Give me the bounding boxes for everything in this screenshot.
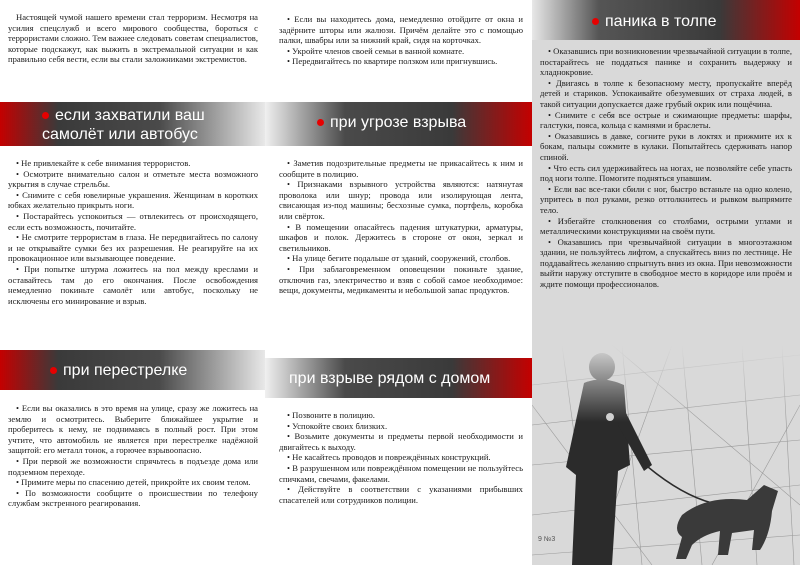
list-item: • Снимите с себя все острые и сжимающие предметы: шарфы, галстуки, пояса, кольца с камнями и браслеты. — [540, 110, 792, 131]
list-item: • Если вы оказались в это время на улице, сразу же ложитесь на землю и осмотритесь. Выберите ближайшее укрытие и проберитесь к нему, не поднимаясь в полный рост. При этом учтите, что автомобиль не является при перестрелке надёжной защитой: его металл тонок, а горючее взрывоопасно. — [8, 403, 258, 456]
list-item: • В разрушенном или повреждённом помещении не пользуйтесь спичками, свечами, факелами. — [279, 463, 523, 484]
list-item: • Что есть сил удерживайтесь на ногах, не позволяйте себе упасть под ноги толпе. Помогите подняться упавшим. — [540, 163, 792, 184]
shootout-list — [8, 403, 258, 509]
explosion-near-title-band — [265, 358, 532, 398]
list-item: • Признаками взрывного устройства являются: натянутая проволока или шнур; провода или изолирующая лента, свисающая из-под машины; бесхозные сумка, портфель, коробка или свёрток. — [279, 179, 523, 221]
column-left — [0, 0, 265, 565]
shootout-title-band — [0, 350, 265, 390]
list-item: • Оказавшись при чрезвычайной ситуации в многоэтажном здании, не пользуйтесь лифтом, а спускайтесь вниз по лестнице. Не поддавайтесь желанию спрыгнуть вниз из окна. При невозможности выйти наружу отступите в свободное место в коридоре или проём и ждите помощи профессионалов. — [540, 237, 792, 290]
intro-paragraph: Настоящей чумой нашего времени стал терроризм. Несмотря на усилия спецслужб и всего мирового сообщества, бороться с террористами сложно. Тем важнее следовать советам специалистов, которые подскажут, как выжить в экстремальной ситуации и как правильно себя вести, если вы стали заложниками экстремистов. — [8, 12, 258, 65]
red-dot-icon — [42, 112, 49, 119]
column-right — [532, 0, 800, 565]
list-item: • Постарайтесь успокоиться — отвлекитесь от происходящего, если есть возможность, почитайте. — [8, 211, 258, 232]
police-dog-illustration — [532, 345, 800, 565]
list-item: • Оказавшись при возникновении чрезвычайной ситуации в толпе, постарайтесь не поддаться панике и сохранить выдержку и хладнокровие. — [540, 46, 792, 78]
list-item: • При попытке штурма ложитесь на пол между креслами и оставайтесь там до его окончания. После освобождения немедленно покиньте самолёт или автобус, поскольку не исключены его минирование и взрыв. — [8, 264, 258, 306]
explosion-threat-title-band — [265, 102, 532, 146]
list-item: • Укройте членов своей семьи в ванной комнате. — [279, 46, 523, 57]
list-item: • Передвигайтесь по квартире ползком или пригнувшись. — [279, 56, 523, 67]
list-item: • Возьмите документы и предметы первой необходимости и двигайтесь к выходу. — [279, 431, 523, 452]
list-item: • Двигаясь в толпе к безопасному месту, пропускайте вперёд детей и стариков. Успокаивайте обезумевших от страха людей, в такой ситуации допускается даже грубый окрик или пощёчина. — [540, 78, 792, 110]
hijack-title-line-2: самолёт или автобус — [42, 126, 198, 143]
panic-title: паника в толпе — [605, 13, 717, 30]
list-item: • Осмотрите внимательно салон и отметьте места возможного укрытия в случае стрельбы. — [8, 169, 258, 190]
list-item: • По возможности сообщите о происшествии по телефону службам экстренного реагирования. — [8, 488, 258, 509]
hijack-list — [8, 158, 258, 306]
panic-list — [540, 46, 792, 290]
explosion-threat-list — [279, 158, 523, 296]
list-item: • Не смотрите террористам в глаза. Не передвигайтесь по салону и не открывайте сумки без их разрешения. Не реагируйте на их провокационное или вызывающее поведение. — [8, 232, 258, 264]
list-item: • Избегайте столкновения со столбами, острыми углами и металлическими конструкциями на своём пути. — [540, 216, 792, 237]
list-item: • Успокойте своих близких. — [279, 421, 523, 432]
list-item: • Действуйте в соответствии с указаниями прибывших спасателей или сотрудников полиции. — [279, 484, 523, 505]
list-item: • На улице бегите подальше от зданий, сооружений, столбов. — [279, 253, 523, 264]
hijack-title-line-1: если захватили ваш — [55, 107, 205, 124]
intro-text-block — [8, 12, 258, 65]
red-dot-icon — [592, 18, 599, 25]
list-item: • Позвоните в полицию. — [279, 410, 523, 421]
home-list — [279, 14, 523, 67]
list-item: • Не касайтесь проводов и повреждённых конструкций. — [279, 452, 523, 463]
list-item: • Заметив подозрительные предметы не прикасайтесь к ним и сообщите в полицию. — [279, 158, 523, 179]
list-item: • При первой же возможности спрячьтесь в подъезде дома или подземном переходе. — [8, 456, 258, 477]
list-item: • Если вы находитесь дома, немедленно отойдите от окна и задёрните шторы или жалюзи. Причём делайте это с помощью палки, швабры или за нижний край, сидя на корточках. — [279, 14, 523, 46]
list-item: • Снимите с себя ювелирные украшения. Женщинам в коротких юбках желательно прикрыть ноги. — [8, 190, 258, 211]
list-item: • Не привлекайте к себе внимания террористов. — [8, 158, 258, 169]
panic-title-band — [532, 0, 800, 40]
list-item: • Примите меры по спасению детей, прикройте их своим телом. — [8, 477, 258, 488]
list-item: • Оказавшись в давке, согните руки в локтях и прижмите их к бокам, пальцы сожмите в кулаки. Попытайтесь сдерживать напор спиной. — [540, 131, 792, 163]
red-dot-icon — [50, 367, 57, 374]
explosion-near-list — [279, 410, 523, 505]
explosion-threat-title: при угрозе взрыва — [330, 114, 467, 131]
list-item: • Если вас все-таки сбили с ног, быстро встаньте на одно колено, упритесь в пол руками, резко оттолкнитесь и рывком выпрямите тело. — [540, 184, 792, 216]
shootout-title: при перестрелке — [63, 362, 188, 379]
red-dot-icon — [317, 119, 324, 126]
explosion-near-title: при взрыве рядом с домом — [289, 370, 491, 387]
list-item: • В помещении опасайтесь падения штукатурки, арматуры, шкафов и полок. Держитесь в стороне от окон, зеркал и светильников. — [279, 222, 523, 254]
hijack-title-band — [0, 102, 265, 146]
list-item: • При заблаговременном оповещении покиньте здание, отключив газ, электричество и взяв с собой самое необходимое: вещи, документы, медикаменты и небольшой запас продуктов. — [279, 264, 523, 296]
column-middle — [265, 0, 532, 565]
